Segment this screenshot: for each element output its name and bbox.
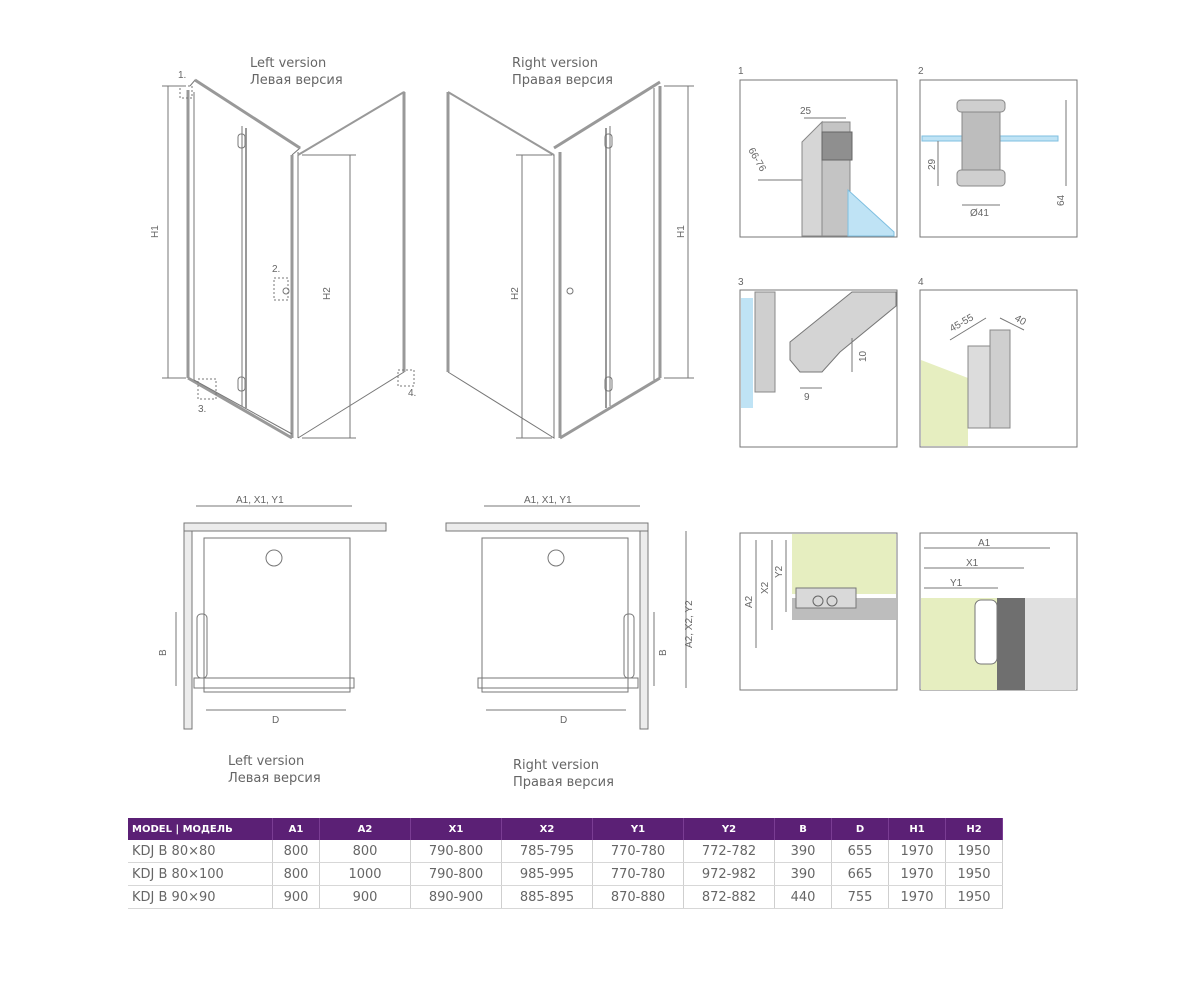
col-d: D: [832, 818, 889, 840]
right-version-ru-2: Правая версия: [513, 775, 614, 790]
cell-d: 755: [832, 886, 889, 909]
col-a2: A2: [320, 818, 411, 840]
table-header-row: [128, 818, 1003, 840]
detail-5-top-section: [756, 534, 896, 648]
left-version-caption-bottom: [228, 753, 321, 787]
callout-4: 4.: [408, 388, 417, 399]
cell-b: 390: [775, 840, 832, 863]
detail-3-seal: [741, 292, 896, 408]
left-h2-label: H2: [322, 287, 333, 300]
detail-4-dim-45-55: 45-55: [948, 312, 976, 335]
table-row: [128, 863, 1003, 886]
callout-1: 1.: [178, 70, 187, 81]
col-h1: H1: [889, 818, 946, 840]
right-version-en-2: Right version: [513, 758, 599, 773]
right-version-caption-top: [512, 55, 613, 89]
right-plan-view: [446, 506, 686, 729]
cell-y2: 772-782: [684, 840, 775, 863]
right-h1-label: H1: [676, 225, 687, 238]
cell-d: 655: [832, 840, 889, 863]
cell-h1: 1970: [889, 863, 946, 886]
cell-h2: 1950: [946, 840, 1003, 863]
col-a1: A1: [273, 818, 320, 840]
col-x1: X1: [411, 818, 502, 840]
left-version-en: Left version: [250, 56, 327, 71]
left-version-3d-view: [162, 80, 417, 438]
right-version-caption-bottom: [513, 757, 614, 791]
left-plan-d-label: D: [272, 715, 280, 726]
cell-model: KDJ B 80×100: [128, 863, 273, 886]
detail-6-y1: Y1: [950, 578, 963, 589]
left-version-en-2: Left version: [228, 754, 305, 769]
table-row: [128, 886, 1003, 909]
cell-x1: 790-800: [411, 840, 502, 863]
cell-a2: 900: [320, 886, 411, 909]
detail-6-top-section: [921, 548, 1076, 690]
right-plan-a1-label: A1, X1, Y1: [524, 495, 572, 506]
right-plan-a2-label: A2, X2, Y2: [684, 600, 695, 648]
cell-h2: 1950: [946, 863, 1003, 886]
detail-5-x2: X2: [760, 581, 771, 594]
cell-h1: 1970: [889, 840, 946, 863]
col-model: MODEL | МОДЕЛЬ: [128, 818, 273, 840]
cell-a2: 800: [320, 840, 411, 863]
col-h2: H2: [946, 818, 1003, 840]
detail-5-y2: Y2: [774, 565, 785, 578]
left-version-ru-2: Левая версия: [228, 771, 321, 786]
cell-model: KDJ B 80×80: [128, 840, 273, 863]
cell-d: 665: [832, 863, 889, 886]
cell-b: 390: [775, 863, 832, 886]
detail-1-dim-66-76: 66-76: [745, 146, 768, 174]
cell-x1: 890-900: [411, 886, 502, 909]
right-plan-b-label: B: [658, 649, 669, 656]
detail-2-dim-64: 64: [1056, 194, 1067, 206]
col-y2: Y2: [684, 818, 775, 840]
cell-x2: 985-995: [502, 863, 593, 886]
cell-a1: 800: [273, 840, 320, 863]
detail-6-a1: A1: [978, 538, 991, 549]
cell-x2: 785-795: [502, 840, 593, 863]
detail-1-profile: [758, 118, 894, 236]
left-plan-view: [176, 506, 386, 729]
detail-3-number: 3: [738, 277, 744, 288]
detail-6-x1: X1: [966, 558, 979, 569]
left-version-caption-top: [250, 55, 343, 89]
detail-4-number: 4: [918, 277, 924, 288]
cell-x2: 885-895: [502, 886, 593, 909]
detail-5-a2: A2: [744, 595, 755, 608]
cell-y1: 870-880: [593, 886, 684, 909]
cell-y2: 872-882: [684, 886, 775, 909]
cell-y1: 770-780: [593, 863, 684, 886]
callout-2: 2.: [272, 264, 281, 275]
spec-table: [128, 818, 1003, 909]
right-plan-d-label: D: [560, 715, 568, 726]
detail-1-number: 1: [738, 66, 744, 77]
cell-x1: 790-800: [411, 863, 502, 886]
left-h1-label: H1: [150, 225, 161, 238]
detail-3-dim-10: 10: [858, 350, 869, 362]
col-b: B: [775, 818, 832, 840]
right-h2-label: H2: [510, 287, 521, 300]
cell-a1: 800: [273, 863, 320, 886]
detail-2-dim-29: 29: [927, 158, 938, 170]
detail-4-wall-profile: [921, 318, 1024, 446]
left-plan-b-label: B: [158, 649, 169, 656]
detail-3-dim-9: 9: [804, 392, 810, 403]
cell-y2: 972-982: [684, 863, 775, 886]
left-version-ru: Левая версия: [250, 73, 343, 88]
left-plan-a1-label: A1, X1, Y1: [236, 495, 284, 506]
cell-h2: 1950: [946, 886, 1003, 909]
cell-a1: 900: [273, 886, 320, 909]
col-x2: X2: [502, 818, 593, 840]
detail-2-handle: [922, 100, 1066, 205]
cell-y1: 770-780: [593, 840, 684, 863]
cell-b: 440: [775, 886, 832, 909]
cell-model: KDJ B 90×90: [128, 886, 273, 909]
table-row: [128, 840, 1003, 863]
callout-3: 3.: [198, 404, 207, 415]
cell-a2: 1000: [320, 863, 411, 886]
detail-2-dim-41: Ø41: [970, 208, 989, 219]
detail-2-number: 2: [918, 66, 924, 77]
detail-1-dim-25: 25: [800, 106, 812, 117]
right-version-en: Right version: [512, 56, 598, 71]
right-version-3d-view: [448, 82, 694, 438]
right-version-ru: Правая версия: [512, 73, 613, 88]
detail-4-dim-40: 40: [1012, 313, 1028, 329]
col-y1: Y1: [593, 818, 684, 840]
cell-h1: 1970: [889, 886, 946, 909]
